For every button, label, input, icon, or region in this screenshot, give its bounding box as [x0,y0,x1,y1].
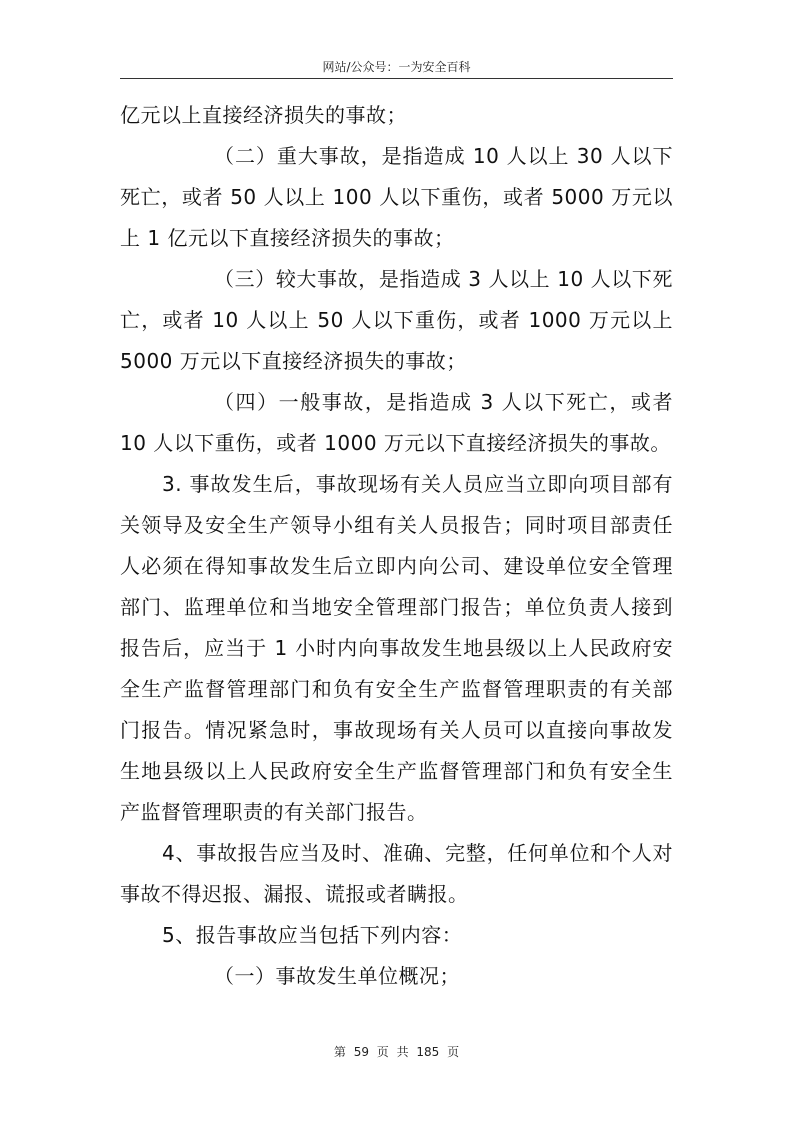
page-footer: 第 59 页 共 185 页 [333,1045,460,1059]
paragraph-sub-item-1: （一）事故发生单位概况； [214,964,460,988]
page-header: 网站/公众号：一为安全百科 [322,60,471,74]
paragraph-larger-accident: （三）较大事故，是指造成 3 人以上 10 人以下死亡，或者 10 人以上 50 人以下重伤，或者 1000 万元以上 5000 万元以下直接经济损失的事故； [120,267,673,373]
paragraph-item-5: 5、报告事故应当包括下列内容： [162,923,463,947]
header-divider [120,78,673,79]
paragraph-item-3: 3. 事故发生后，事故现场有关人员应当立即向项目部有关领导及安全生产领导小组有关人员报告；同时项目部责任人必须在得知事故发生后立即内向公司、建设单位安全管理部门、监理单位和当地安全管理部门报告；单位负责人接到报告后，应当于 1 小时内向事故发生地县级以上人民政府安全生产监督管理部门和负有安全生产监督管理职责的有关部门报告。情况紧急时，事故现场有关人员可以直接向事故发生地县级以上人民政府安全生产监督管理部门和负有安全生产监督管理职责的有关部门报告。 [120,472,673,824]
document-body [120,95,673,997]
paragraph-general-accident: （四）一般事故，是指造成 3 人以下死亡，或者 10 人以下重伤，或者 1000 万元以下直接经济损失的事故。 [120,390,673,455]
paragraph-continuation: 亿元以上直接经济损失的事故； [120,103,407,127]
paragraph-major-accident: （二）重大事故，是指造成 10 人以上 30 人以下死亡，或者 50 人以上 100 人以下重伤，或者 5000 万元以上 1 亿元以下直接经济损失的事故； [120,144,673,250]
paragraph-item-4: 4、事故报告应当及时、准确、完整，任何单位和个人对事故不得迟报、漏报、谎报或者瞒报。 [120,841,673,906]
